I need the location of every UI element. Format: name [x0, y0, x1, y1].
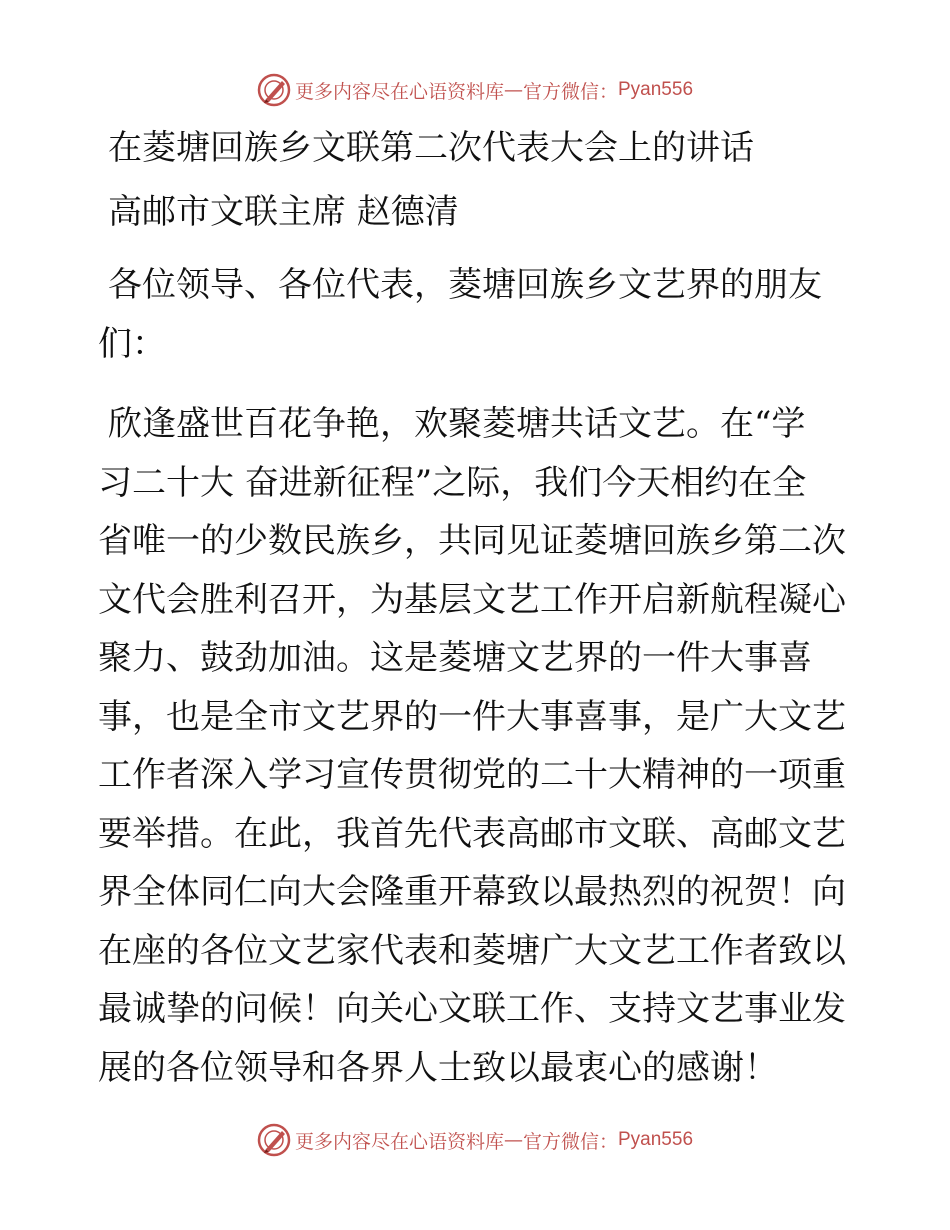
header-watermark [0, 70, 950, 110]
watermark-text: 更多内容尽在心语资料库 [294, 1130, 504, 1153]
body-line: 习二十大 奋进新征程”之际，我们今天相约在全 [98, 462, 807, 503]
watermark-text: 更多内容尽在心语资料库 [294, 80, 504, 103]
body-line: 文代会胜利召开，为基层文艺工作开启新航程凝心 [98, 579, 846, 620]
footer-watermark [0, 1120, 950, 1160]
salutation-line: 们： [98, 323, 166, 364]
body-line: 事，也是全市文艺界的一件大事喜事，是广大文艺 [98, 696, 846, 737]
body-line: 欣逢盛世百花争艳，欢聚菱塘共话文艺。在“学 [108, 404, 806, 444]
body-line: 要举措。在此，我首先代表高邮市文联、高邮文艺 [98, 813, 846, 854]
watermark-separator: — [503, 79, 523, 101]
body-line: 最诚挚的问候！向关心文联工作、支持文艺事业发 [98, 989, 846, 1029]
salutation [98, 256, 850, 373]
body-line: 聚力、鼓劲加油。这是菱塘文艺界的一件大事喜 [98, 638, 812, 678]
watermark-wechat-id: Pyan556 [618, 1129, 694, 1150]
body-paragraph [98, 395, 850, 1097]
pen-logo-icon [257, 73, 291, 107]
salutation-line: 各位领导、各位代表，菱塘回族乡文艺界的朋友 [108, 265, 822, 305]
watermark-wechat-id: Pyan556 [618, 79, 694, 100]
document-author: 高邮市文联主席 赵德清 [108, 192, 459, 232]
document-title: 在菱塘回族乡文联第二次代表大会上的讲话 [108, 128, 754, 168]
pen-logo-icon [257, 1123, 291, 1157]
body-line: 工作者深入学习宣传贯彻党的二十大精神的一项重 [98, 755, 846, 795]
body-line: 省唯一的少数民族乡，共同见证菱塘回族乡第二次 [98, 521, 846, 561]
watermark-wechat-label: 官方微信： [522, 80, 618, 103]
body-line: 展的各位领导和各界人士致以最衷心的感谢！ [98, 1047, 778, 1088]
watermark-wechat-label: 官方微信： [522, 1130, 618, 1153]
body-line: 界全体同仁向大会隆重开幕致以最热烈的祝贺！向 [98, 872, 846, 912]
document-body [98, 126, 850, 1097]
body-line: 在座的各位文艺家代表和菱塘广大文艺工作者致以 [98, 930, 846, 971]
watermark-separator: — [503, 1129, 523, 1151]
